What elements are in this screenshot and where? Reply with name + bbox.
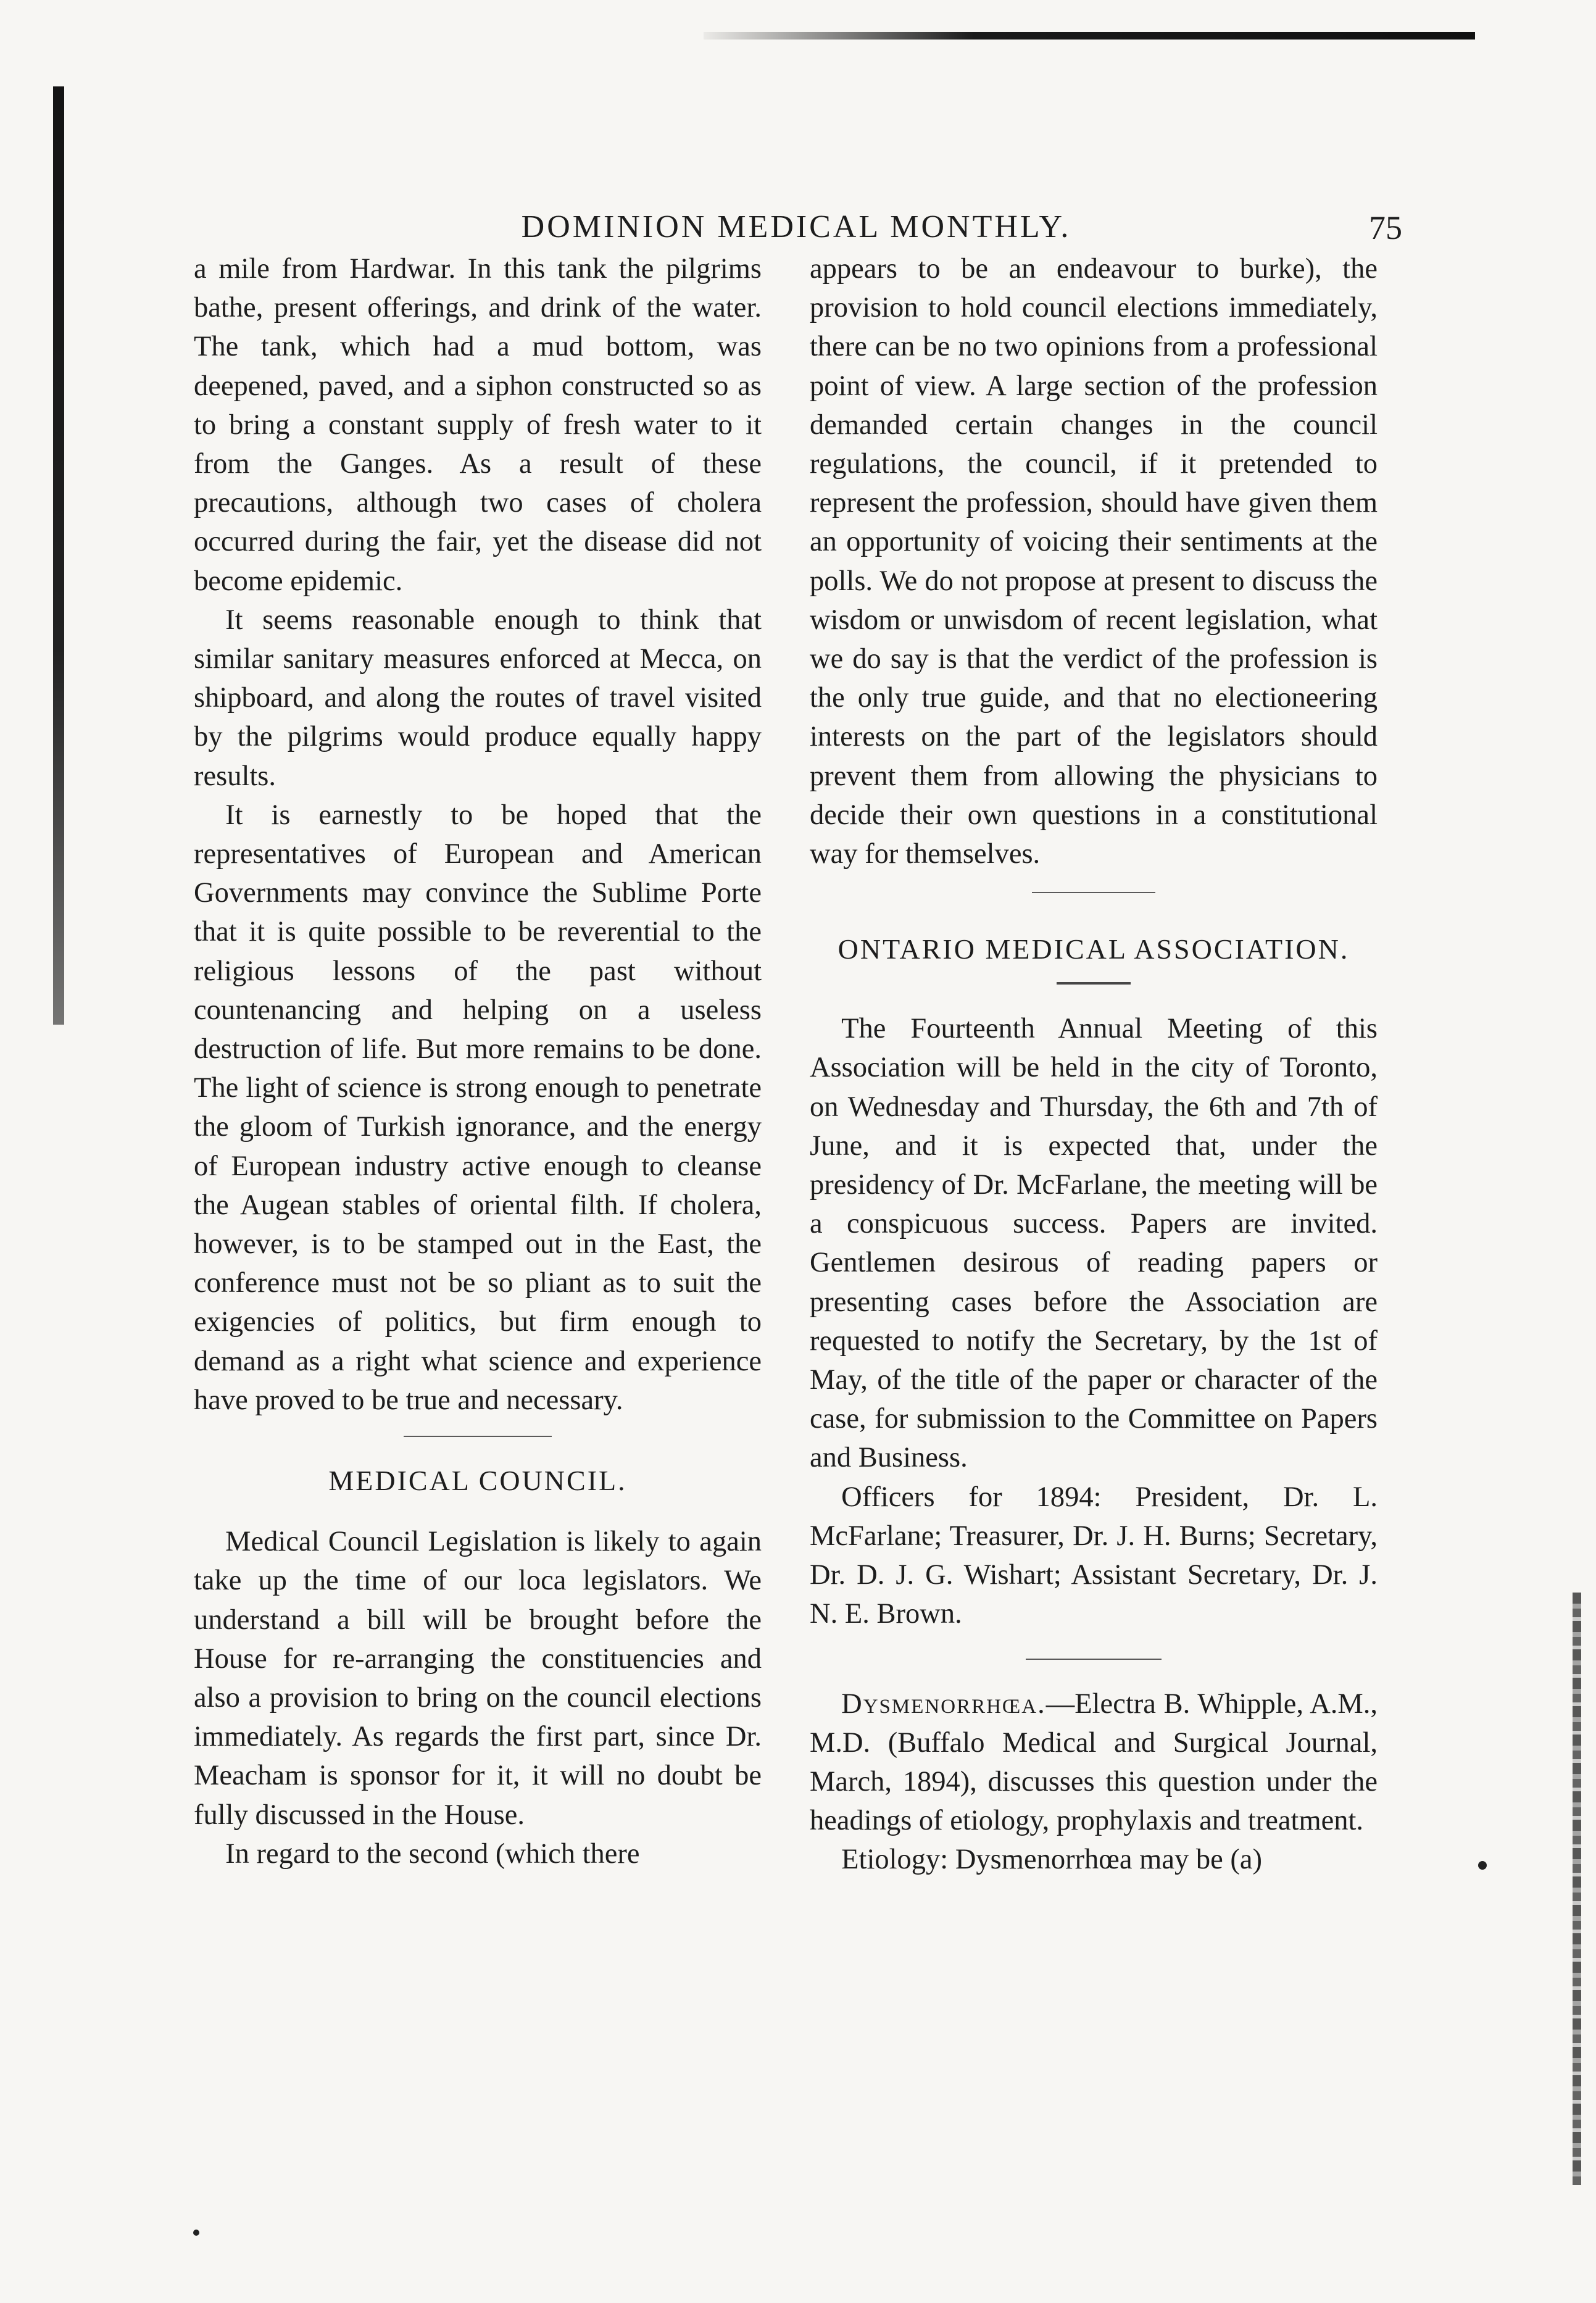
- page-number: 75: [1369, 209, 1402, 246]
- section-heading-medical-council: MEDICAL COUNCIL.: [328, 1465, 627, 1497]
- right-column: [810, 249, 1378, 1880]
- scan-top-rule: [704, 32, 1475, 40]
- section-divider: [404, 1436, 552, 1437]
- paragraph: appears to be an endeavour to burke), the provision to hold council elections immediately, there can be no two opinions from a professional point of view. A large section of the profession demanded certain changes in the council regulations, the council, if it pretended to represent the profession, should have given them an opportunity of voicing their sentiments at the polls. We do not propose at present to discuss the wisdom or unwisdom of recent legislation, what we do say is that the verdict of the profession is the only true guide, and that no electioneering interests on the part of the legislators should prevent them from allowing the physicians to decide their own questions in a constitutional way for themselves.: [810, 253, 1378, 870]
- paragraph: Medical Council Legislation is likely to again take up the time of our loca legislators. We understand a bill will be brought before the House for re-arranging the constituencies and also a provision to bring on the council elections immediately. As regards the first part, since Dr. Meacham is sponsor for it, it will no doubt be fully discussed in the House.: [194, 1526, 762, 1831]
- paragraph: It is earnestly to be hoped that the representatives of European and American Governments may convince the Sublime Porte that it is quite possible to be reverential to the religious lessons of the past without countenancing and helping on a useless destruction of life. But more remains to be done. The light of science is strong enough to penetrate the gloom of Turkish ignorance, and the energy of European industry active enough to cleanse the Augean stables of oriental filth. If cholera, however, is to be stamped out in the East, the conference must not be so pliant as to suit the exigencies of politics, but firm enough to demand as a right what science and experience have proved to be true and necessary.: [194, 799, 762, 1416]
- paragraph: Etiology: Dysmenorrhœa may be (a): [841, 1844, 1262, 1876]
- heading-underline: [1057, 982, 1131, 985]
- paragraph: In regard to the second (which there: [225, 1838, 640, 1870]
- section-divider: [1032, 892, 1155, 893]
- paragraph: The Fourteenth Annual Meeting of this Association will be held in the city of Toronto, on Wednesday and Thursday, the 6th and 7th of June, and it is expected that, under the presidency of Dr. McFarlane, the meeting will be a conspicuous success. Papers are invited. Gentlemen desirous of reading papers or presenting cases before the Association are requested to notify the Secretary, by the 1st of May, of the title of the paper or character of the case, for submission to the Committee on Papers and Business.: [810, 1013, 1378, 1474]
- section-heading-ontario-medical-association: ONTARIO MEDICAL ASSOCIATION.: [837, 933, 1350, 965]
- left-column: [194, 249, 762, 1873]
- paragraph: a mile from Hardwar. In this tank the pilgrims bathe, present offerings, and drink of the water. The tank, which had a mud bottom, was deepened, paved, and a siphon constructed so as to bring a constant supply of fresh water to it from the Ganges. As a result of these precautions, although two cases of cholera occurred during the fair, yet the disease did not become epidemic.: [194, 253, 762, 597]
- scan-speck: [193, 2230, 199, 2236]
- paragraph: Officers for 1894: President, Dr. L. McFarlane; Treasurer, Dr. J. H. Burns; Secretary, Dr. D. J. G. Wishart; Assistant Secretary, Dr. J. N. E. Brown.: [810, 1481, 1378, 1630]
- lead-in-dysmenorrhoea: Dysmenorrhœa.: [841, 1688, 1046, 1720]
- paragraph-dysmenorrhoea: [810, 1685, 1378, 1841]
- paragraph: It seems reasonable enough to think that similar sanitary measures enforced at Mecca, on shipboard, and along the routes of travel visited by the pilgrims would produce equally happy results.: [194, 604, 762, 792]
- paragraph-text: —Electra B. Whipple, A.M., M.D. (Buffalo Medical and Surgical Journal, March, 1894), discusses this question under the headings of etiology, prophylaxis and treatment.: [810, 1688, 1378, 1837]
- section-divider: [1026, 1659, 1162, 1660]
- scan-right-edge-noise: [1573, 1593, 1581, 2185]
- journal-title: DOMINION MEDICAL MONTHLY.: [521, 209, 1071, 244]
- scan-speck: [1478, 1861, 1487, 1870]
